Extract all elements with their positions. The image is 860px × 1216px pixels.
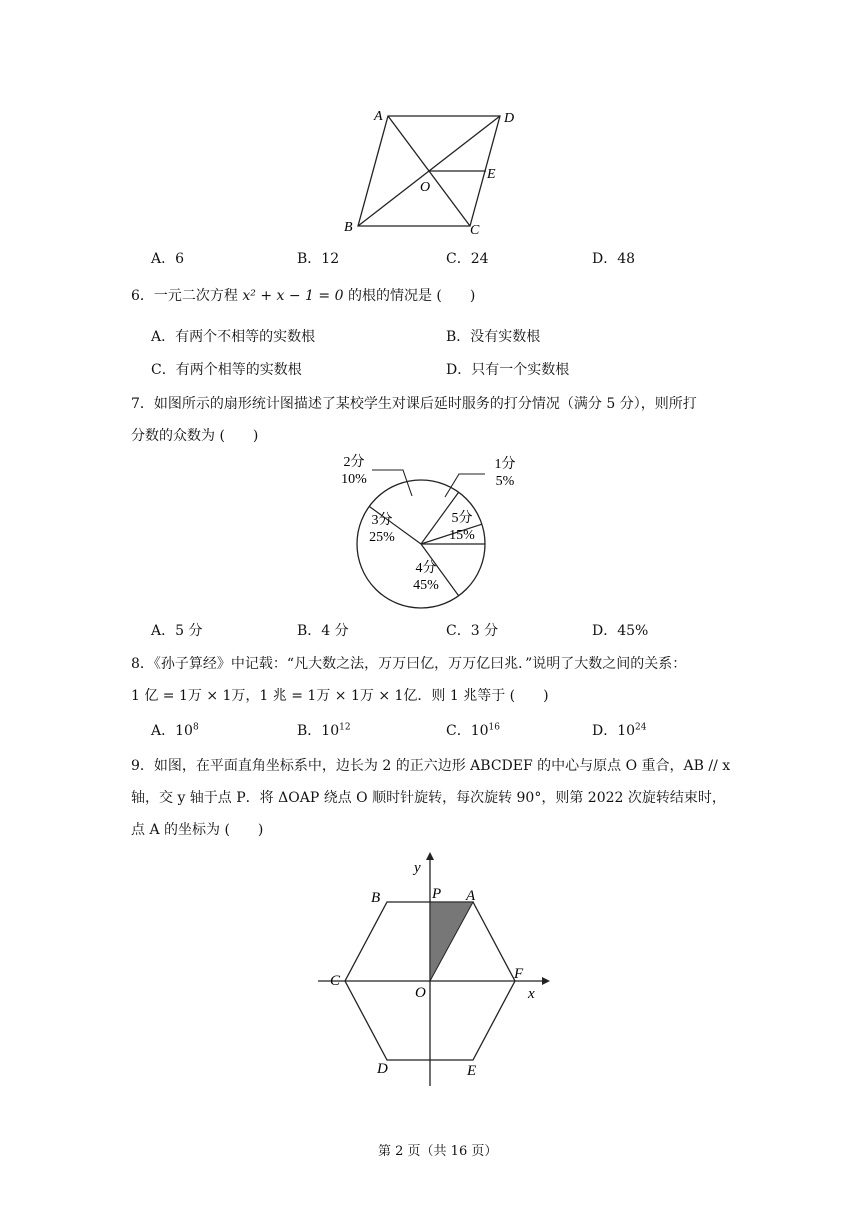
q5-option-c[interactable]: C．24 — [446, 251, 489, 267]
label-F: F — [514, 966, 524, 982]
label-O: O — [415, 985, 426, 1001]
q8-option-b-base: B．10 — [297, 723, 340, 739]
label-E: E — [467, 1063, 477, 1079]
label-C: C — [330, 973, 341, 989]
q7-stem-line1: 7．如图所示的扇形统计图描述了某校学生对课后延时服务的打分情况（满分 5 分），则所打 — [131, 396, 697, 412]
q6-equation: x² + x − 1 = 0 — [242, 288, 344, 304]
q8-option-d-exp: 24 — [635, 722, 647, 733]
label-A: A — [466, 888, 476, 904]
q8-option-a-exp: 8 — [192, 722, 199, 733]
x-axis-arrow — [542, 977, 550, 985]
q8-stem-line1: 8．《孙子算经》中记载：“凡大数之法，万万曰亿，万万亿曰兆．”说明了大数之间的关系： — [131, 656, 687, 672]
q5-option-a[interactable]: A．6 — [151, 251, 185, 267]
q6-stem-prefix: 6．一元二次方程 — [131, 288, 238, 304]
q7-option-c[interactable]: C．3 分 — [446, 623, 499, 639]
q9-hexagon-figure — [310, 850, 560, 1090]
label-A: A — [374, 109, 383, 124]
q7-option-a[interactable]: A．5 分 — [151, 623, 203, 639]
q6-option-c[interactable]: C．有两个相等的实数根 — [151, 362, 302, 378]
q9-stem-line2: 轴，交 y 轴于点 P．将 ΔOAP 绕点 O 顺时针旋转，每次旋转 90°，则第 2022 次旋转结束时， — [131, 790, 726, 806]
pie-value-2分: 10% — [341, 472, 367, 487]
y-axis-arrow — [426, 852, 434, 860]
q5-option-b[interactable]: B．12 — [297, 251, 340, 267]
q8-option-b-exp: 12 — [339, 722, 351, 733]
label-D: D — [504, 111, 515, 126]
q8-option-c-base: C．10 — [446, 723, 489, 739]
pie-label-4分: 4分 — [415, 561, 437, 576]
q8-stem-line2: 1 亿 = 1万 × 1万，1 兆 = 1万 × 1万 × 1亿．则 1 兆等于 ( ) — [131, 688, 549, 704]
pie-value-4分: 45% — [413, 578, 439, 593]
pie-label-5分: 5分 — [451, 511, 473, 526]
pie-label-1分: 1分 — [494, 457, 516, 472]
q7-pie-chart — [320, 452, 540, 612]
q8-option-d[interactable] — [592, 720, 647, 740]
q9-stem-line3: 点 A 的坐标为 ( ) — [131, 822, 264, 838]
q6-stem — [131, 286, 475, 306]
q6-option-b[interactable]: B．没有实数根 — [446, 329, 541, 345]
label-B: B — [344, 220, 353, 235]
q8-option-b[interactable] — [297, 720, 351, 740]
label-C: C — [470, 223, 480, 238]
label-B: B — [371, 890, 381, 906]
q6-stem-suffix: 的根的情况是 ( ) — [347, 288, 476, 304]
pie-label-2分: 2分 — [343, 455, 365, 470]
label-O: O — [420, 180, 431, 195]
page-footer: 第 2 页（共 16 页） — [378, 1144, 498, 1159]
q7-option-b[interactable]: B．4 分 — [297, 623, 349, 639]
q6-option-a[interactable]: A．有两个不相等的实数根 — [151, 329, 316, 345]
q8-option-c-exp: 16 — [488, 722, 500, 733]
label-E: E — [487, 167, 496, 182]
label-D: D — [377, 1061, 388, 1077]
q9-stem-line1: 9．如图，在平面直角坐标系中，边长为 2 的正六边形 ABCDEF 的中心与原点 O 重合，AB // x — [131, 758, 731, 774]
q8-option-d-base: D．10 — [592, 723, 636, 739]
pie-value-1分: 5% — [495, 474, 515, 489]
label-y: y — [414, 860, 421, 876]
q7-stem-line2: 分数的众数为 ( ) — [131, 428, 259, 444]
label-P: P — [432, 886, 442, 902]
pie-value-5分: 15% — [449, 528, 475, 543]
triangle-oap — [430, 902, 473, 981]
q5-option-d[interactable]: D．48 — [592, 251, 636, 267]
label-x: x — [528, 986, 535, 1002]
q7-option-d[interactable]: D．45% — [592, 623, 649, 639]
q8-option-a-base: A．10 — [151, 723, 193, 739]
q8-option-a[interactable] — [151, 720, 199, 740]
pie-value-3分: 25% — [369, 530, 395, 545]
q8-option-c[interactable] — [446, 720, 500, 740]
q6-option-d[interactable]: D．只有一个实数根 — [446, 362, 570, 378]
q5-parallelogram-figure — [330, 100, 530, 240]
pie-label-3分: 3分 — [371, 513, 393, 528]
